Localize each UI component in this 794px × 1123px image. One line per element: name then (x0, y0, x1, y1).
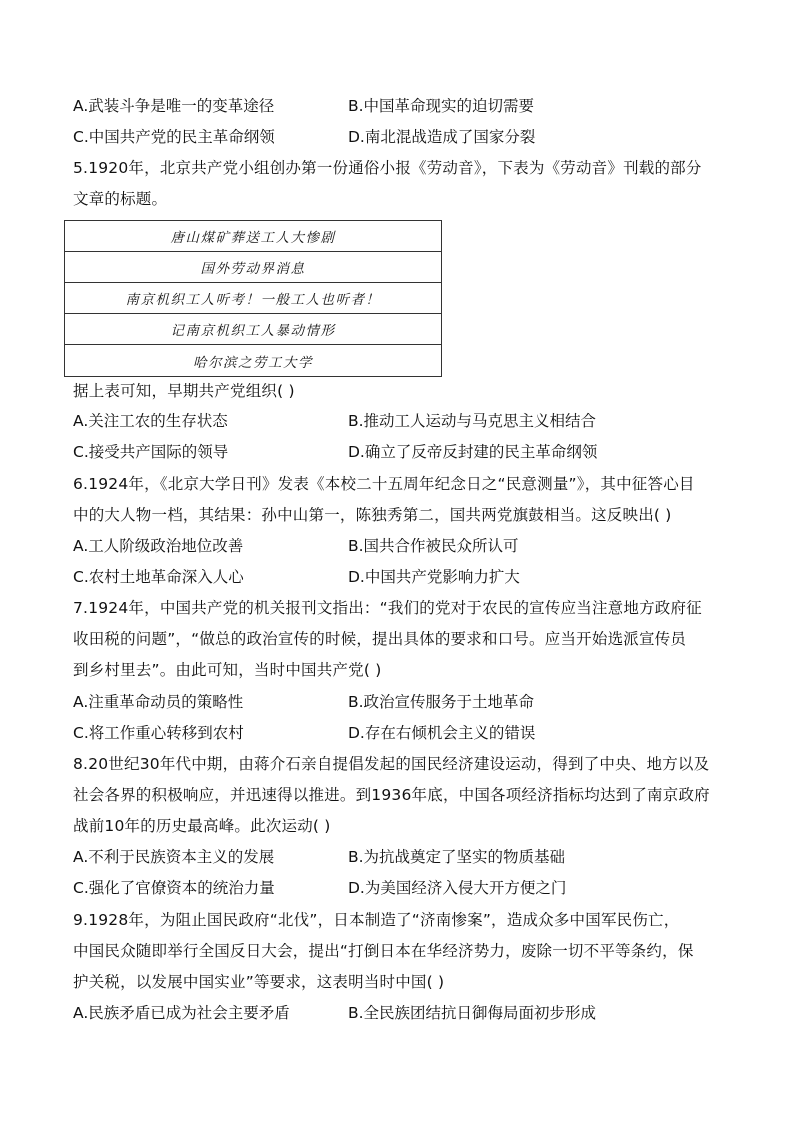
q8-option-b: B.为抗战奠定了坚实的物质基础 (348, 848, 566, 866)
q8-option-d: D.为美国经济入侵大开方便之门 (348, 879, 567, 897)
q5-stem-line2: 文章的标题。 (73, 190, 168, 208)
table-row: 唐山煤矿葬送工人大惨剧 (65, 221, 441, 252)
table-row: 南京机织工人听考！一般工人也听者！ (65, 283, 441, 314)
q7-stem-line3: 到乡村里去”。由此可知，当时中国共产党( ) (73, 661, 382, 679)
q8-stem-line1: 8.20世纪30年代中期，由蒋介石亲自提倡发起的国民经济建设运动，得到了中央、地方以及 (73, 755, 710, 773)
q6-stem-line1: 6.1924年，《北京大学日刊》发表《本校二十五周年纪念日之“民意测量”》，其中征答心目 (73, 475, 695, 493)
q4-option-c: C.中国共产党的民主革命纲领 (73, 128, 275, 146)
q5-question: 据上表可知，早期共产党组织( ) (73, 382, 295, 400)
q6-option-d: D.中国共产党影响力扩大 (348, 568, 520, 586)
q6-stem-line2: 中的大人物一档，其结果：孙中山第一，陈独秀第二，国共两党旗鼓相当。这反映出( ) (73, 506, 672, 524)
q5-option-c: C.接受共产国际的领导 (73, 443, 229, 461)
q7-stem-line2: 收田税的问题”，“做总的政治宣传的时候，提出具体的要求和口号。应当开始选派宣传员 (73, 630, 687, 648)
q4-option-d: D.南北混战造成了国家分裂 (348, 128, 536, 146)
q5-option-b: B.推动工人运动与马克思主义相结合 (348, 412, 597, 430)
q5-stem-line1: 5.1920年，北京共产党小组创办第一份通俗小报《劳动音》，下表为《劳动音》刊载的部分 (73, 159, 702, 177)
q7-option-c: C.将工作重心转移到农村 (73, 724, 244, 742)
table-row: 哈尔滨之劳工大学 (193, 354, 313, 371)
q7-stem-line1: 7.1924年，中国共产党的机关报刊文指出：“我们的党对于农民的宣传应当注意地方政府征 (73, 599, 702, 617)
q8-stem-line3: 战前10年的历史最高峰。此次运动( ) (73, 817, 331, 835)
q7-option-b: B.政治宣传服务于土地革命 (348, 693, 535, 711)
q8-stem-line2: 社会各界的积极响应，并迅速得以推进。到1936年底，中国各项经济指标均达到了南京政府 (73, 786, 710, 804)
q6-option-b: B.国共合作被民众所认可 (348, 537, 519, 555)
q5-option-d: D.确立了反帝反封建的民主革命纲领 (348, 443, 598, 461)
table-row: 记南京机织工人暴动情形 (65, 314, 441, 345)
q6-option-a: A.工人阶级政治地位改善 (73, 537, 244, 555)
q5-option-a: A.关注工农的生存状态 (73, 412, 228, 430)
q9-stem-line3: 护关税，以发展中国实业”等要求，这表明当时中国( ) (73, 973, 445, 991)
q9-option-b: B.全民族团结抗日御侮局面初步形成 (348, 1004, 597, 1022)
q9-stem-line2: 中国民众随即举行全国反日大会，提出“打倒日本在华经济势力，废除一切不平等条约，保 (73, 942, 694, 960)
q9-option-a: A.民族矛盾已成为社会主要矛盾 (73, 1004, 290, 1022)
q4-option-a: A.武装斗争是唯一的变革途径 (73, 97, 275, 115)
q4-option-b: B.中国革命现实的迫切需要 (348, 97, 535, 115)
q8-option-c: C.强化了官僚资本的统治力量 (73, 879, 275, 897)
q7-option-a: A.注重革命动员的策略性 (73, 693, 244, 711)
q9-stem-line1: 9.1928年，为阻止国民政府“北伐”，日本制造了“济南惨案”，造成众多中国军民伤亡， (73, 911, 680, 929)
table-row: 国外劳动界消息 (65, 252, 441, 283)
q8-option-a: A.不利于民族资本主义的发展 (73, 848, 275, 866)
q5-titles-table (64, 220, 442, 377)
q6-option-c: C.农村土地革命深入人心 (73, 568, 244, 586)
q7-option-d: D.存在右倾机会主义的错误 (348, 724, 536, 742)
